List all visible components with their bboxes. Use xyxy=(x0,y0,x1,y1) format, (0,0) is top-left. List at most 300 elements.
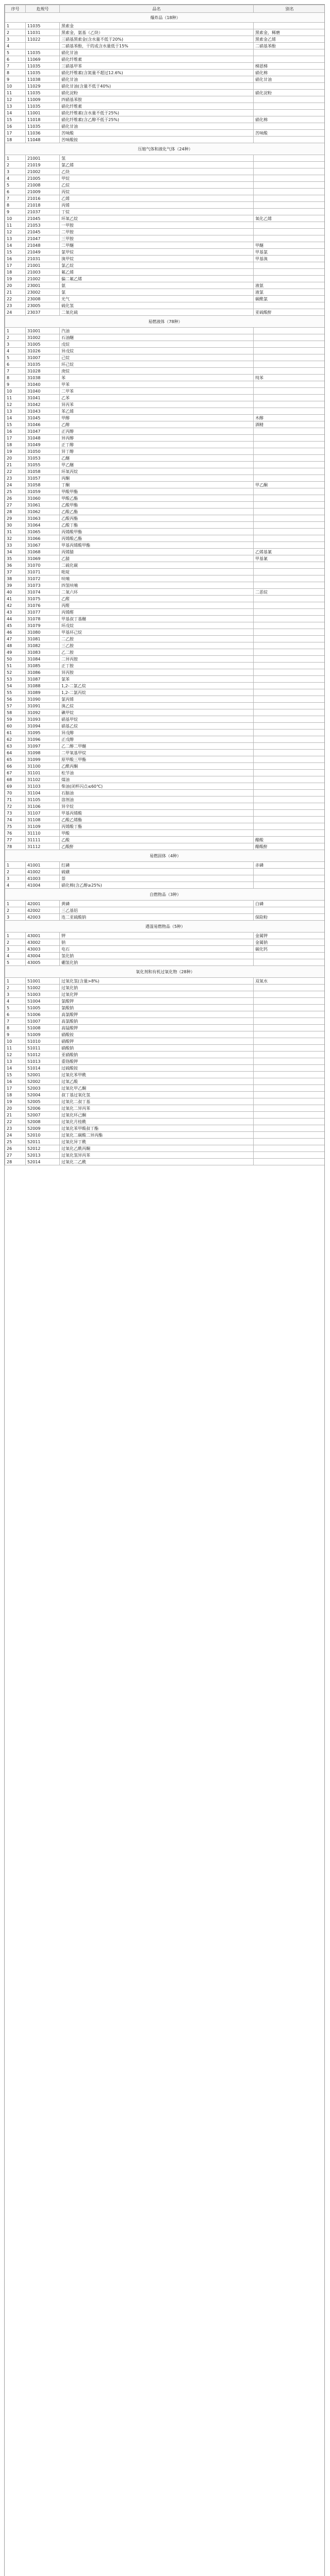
code-cell: 31108 xyxy=(26,817,60,823)
name-cell: 硝基甲烷 xyxy=(60,716,254,723)
code-cell: 31094 xyxy=(26,723,60,730)
alias-cell xyxy=(254,502,325,509)
seq-cell: 5 xyxy=(5,354,26,361)
name-cell: 二乙胺 xyxy=(60,636,254,642)
alias-cell xyxy=(254,609,325,616)
name-cell: 黑索金 xyxy=(60,23,254,29)
alias-cell xyxy=(254,103,325,110)
name-cell: 氢 xyxy=(60,155,254,162)
code-cell: 11036 xyxy=(26,130,60,137)
name-cell: 一甲胺 xyxy=(60,222,254,229)
table-row xyxy=(5,90,325,96)
name-cell: 丙烯酸甲酯 xyxy=(60,529,254,535)
name-cell: 过氧化环己酮 xyxy=(60,1112,254,1118)
code-cell: 31090 xyxy=(26,696,60,703)
alias-cell: 保险粉 xyxy=(254,914,325,921)
code-cell: 51008 xyxy=(26,1025,60,1031)
name-cell: 过氧化钠 xyxy=(60,985,254,991)
table-row xyxy=(5,222,325,229)
table-row xyxy=(5,455,325,462)
code-cell: 42002 xyxy=(26,907,60,914)
name-cell: 乙酸酐 xyxy=(60,843,254,850)
alias-cell xyxy=(254,1072,325,1078)
code-cell: 52004 xyxy=(26,1092,60,1098)
alias-cell xyxy=(254,882,325,889)
alias-cell: 醋酸 xyxy=(254,837,325,843)
alias-cell xyxy=(254,776,325,783)
table-row xyxy=(5,334,325,341)
alias-cell: 甲醚 xyxy=(254,242,325,249)
code-cell: 31101 xyxy=(26,770,60,776)
table-row xyxy=(5,770,325,776)
name-cell: 丙酮 xyxy=(60,475,254,482)
table-row xyxy=(5,202,325,209)
seq-cell: 12 xyxy=(5,401,26,408)
seq-cell: 63 xyxy=(5,743,26,750)
name-cell: 硝化棉(含乙醇≥25%) xyxy=(60,882,254,889)
section-title: 易燃固体（4种） xyxy=(5,850,325,862)
alias-cell xyxy=(254,1065,325,1072)
seq-cell: 30 xyxy=(5,522,26,529)
table-row xyxy=(5,189,325,195)
name-cell: 氯酸钠 xyxy=(60,1005,254,1011)
name-cell: 硝化淀粉 xyxy=(60,90,254,96)
seq-cell: 2 xyxy=(5,985,26,991)
seq-cell: 10 xyxy=(5,388,26,395)
seq-cell: 4 xyxy=(5,175,26,182)
table-row xyxy=(5,1159,325,1165)
table-row xyxy=(5,683,325,689)
alias-cell xyxy=(254,110,325,116)
table-row xyxy=(5,750,325,756)
alias-cell: 白磷 xyxy=(254,901,325,907)
seq-cell: 26 xyxy=(5,495,26,502)
seq-cell: 18 xyxy=(5,1092,26,1098)
seq-cell: 18 xyxy=(5,269,26,276)
table-row xyxy=(5,229,325,235)
table-row xyxy=(5,823,325,830)
code-cell: 31005 xyxy=(26,341,60,348)
table-row xyxy=(5,502,325,509)
name-cell: 乙酸乙酯 xyxy=(60,509,254,515)
seq-cell: 1 xyxy=(5,978,26,985)
alias-cell xyxy=(254,442,325,448)
seq-cell: 9 xyxy=(5,381,26,388)
table-row xyxy=(5,162,325,168)
code-cell: 31075 xyxy=(26,596,60,602)
seq-cell: 8 xyxy=(5,70,26,76)
alias-cell xyxy=(254,175,325,182)
table-row xyxy=(5,341,325,348)
alias-cell xyxy=(254,368,325,375)
seq-cell: 2 xyxy=(5,939,26,946)
name-cell: 硝化纤维素 xyxy=(60,103,254,110)
code-cell: 51011 xyxy=(26,1045,60,1052)
seq-cell: 16 xyxy=(5,256,26,262)
seq-cell: 3 xyxy=(5,914,26,921)
seq-cell: 11 xyxy=(5,90,26,96)
name-cell: 正丁醇 xyxy=(60,442,254,448)
table-row xyxy=(5,953,325,959)
code-cell: 31026 xyxy=(26,348,60,354)
table-row xyxy=(5,435,325,442)
name-cell: 黑索金，氨基（乙炔） xyxy=(60,29,254,36)
table-row xyxy=(5,1125,325,1132)
alias-cell: 黑索金乙烯 xyxy=(254,36,325,43)
alias-cell xyxy=(254,796,325,803)
seq-cell: 44 xyxy=(5,616,26,622)
alias-cell xyxy=(254,669,325,676)
table-row xyxy=(5,282,325,289)
code-cell: 31080 xyxy=(26,629,60,636)
table-row xyxy=(5,642,325,649)
seq-cell: 48 xyxy=(5,642,26,649)
code-cell: 31066 xyxy=(26,535,60,542)
table-row xyxy=(5,776,325,783)
table-row xyxy=(5,946,325,953)
code-cell: 31048 xyxy=(26,435,60,442)
name-cell: 乙酸乙烯酯 xyxy=(60,817,254,823)
code-cell: 51004 xyxy=(26,998,60,1005)
name-cell: 过氧化苯甲酰 xyxy=(60,1072,254,1078)
alias-cell xyxy=(254,354,325,361)
table-row xyxy=(5,235,325,242)
name-cell: 氯丙烯 xyxy=(60,696,254,703)
table-row xyxy=(5,401,325,408)
name-cell: 硝酸铵 xyxy=(60,1031,254,1038)
name-cell: 三乙胺 xyxy=(60,642,254,649)
code-cell: 42001 xyxy=(26,901,60,907)
name-cell: 甲基环己烷 xyxy=(60,629,254,636)
alias-cell xyxy=(254,575,325,582)
seq-cell: 22 xyxy=(5,468,26,475)
code-cell: 31060 xyxy=(26,495,60,502)
table-row xyxy=(5,1092,325,1098)
alias-cell xyxy=(254,155,325,162)
section-title: 遇湿易燃物品（5种） xyxy=(5,921,325,933)
table-row xyxy=(5,1078,325,1085)
alias-cell xyxy=(254,462,325,468)
alias-cell xyxy=(254,709,325,716)
table-row xyxy=(5,596,325,602)
seq-cell: 1 xyxy=(5,933,26,939)
table-row xyxy=(5,36,325,43)
table-row xyxy=(5,276,325,282)
table-row xyxy=(5,1105,325,1112)
alias-cell xyxy=(254,743,325,750)
code-cell: 31106 xyxy=(26,803,60,810)
name-cell: 石脑油 xyxy=(60,790,254,796)
code-cell: 31079 xyxy=(26,622,60,629)
table-row xyxy=(5,736,325,743)
name-cell: 硫化氢 xyxy=(60,302,254,309)
table-row xyxy=(5,23,325,29)
name-cell: 异戊醇 xyxy=(60,730,254,736)
seq-cell: 17 xyxy=(5,1085,26,1092)
alias-cell xyxy=(254,562,325,569)
code-cell: 21001 xyxy=(26,155,60,162)
name-cell: 过氧化甲乙酮 xyxy=(60,1085,254,1092)
seq-cell: 40 xyxy=(5,589,26,596)
table-row xyxy=(5,703,325,709)
seq-cell: 10 xyxy=(5,215,26,222)
table-row xyxy=(5,175,325,182)
code-cell: 51010 xyxy=(26,1038,60,1045)
alias-cell: 双氧水 xyxy=(254,978,325,985)
code-cell: 21031 xyxy=(26,256,60,262)
code-cell: 31059 xyxy=(26,488,60,495)
table-row xyxy=(5,328,325,334)
seq-cell: 8 xyxy=(5,1025,26,1031)
code-cell: 31095 xyxy=(26,730,60,736)
alias-cell xyxy=(254,716,325,723)
seq-cell: 5 xyxy=(5,1005,26,1011)
table-row xyxy=(5,869,325,875)
code-cell: 21019 xyxy=(26,162,60,168)
table-row xyxy=(5,636,325,642)
code-cell: 43003 xyxy=(26,946,60,953)
code-cell: 23005 xyxy=(26,302,60,309)
seq-cell: 8 xyxy=(5,375,26,381)
code-cell: 31103 xyxy=(26,783,60,790)
name-cell: 黄磷 xyxy=(60,901,254,907)
code-cell: 11069 xyxy=(26,56,60,63)
name-cell: 异辛烷 xyxy=(60,803,254,810)
code-cell: 21047 xyxy=(26,235,60,242)
seq-cell: 24 xyxy=(5,482,26,488)
name-cell: 三硝基黑索金(含水量不低于20%) xyxy=(60,36,254,43)
code-cell: 31047 xyxy=(26,428,60,435)
seq-cell: 11 xyxy=(5,1045,26,1052)
code-cell: 31040 xyxy=(26,388,60,395)
header-seq: 序号 xyxy=(5,5,26,13)
table-row xyxy=(5,1025,325,1031)
code-cell: 31043 xyxy=(26,408,60,415)
alias-cell: 液氯 xyxy=(254,289,325,296)
alias-cell xyxy=(254,475,325,482)
code-cell: 31093 xyxy=(26,716,60,723)
name-cell: 硝化纤维素(含乙醇不低于25%) xyxy=(60,116,254,123)
seq-cell: 47 xyxy=(5,636,26,642)
alias-cell xyxy=(254,269,325,276)
name-cell: 丙烯腈 xyxy=(60,549,254,555)
section-title: 自燃物品（3种） xyxy=(5,889,325,901)
alias-cell: 醋酸酐 xyxy=(254,843,325,850)
section-row xyxy=(5,316,325,328)
name-cell: 环氧丙烷 xyxy=(60,468,254,475)
name-cell: 溶剂油 xyxy=(60,796,254,803)
alias-cell xyxy=(254,23,325,29)
code-cell: 21016 xyxy=(26,195,60,202)
table-row xyxy=(5,262,325,269)
seq-cell: 1 xyxy=(5,901,26,907)
code-cell: 31088 xyxy=(26,683,60,689)
alias-cell xyxy=(254,991,325,998)
name-cell: 1,2-二氯乙烷 xyxy=(60,683,254,689)
seq-cell: 20 xyxy=(5,1105,26,1112)
code-cell: 31085 xyxy=(26,663,60,669)
name-cell: 二甲苯 xyxy=(60,388,254,395)
name-cell: 氨 xyxy=(60,282,254,289)
code-cell: 21008 xyxy=(26,182,60,189)
table-row xyxy=(5,959,325,966)
alias-cell: 乙烯基氰 xyxy=(254,549,325,555)
name-cell: 正戊醇 xyxy=(60,736,254,743)
alias-cell xyxy=(254,663,325,669)
table-row xyxy=(5,790,325,796)
section-row xyxy=(5,889,325,901)
code-cell: 11035 xyxy=(26,123,60,130)
name-cell: 丙烯酸丁酯 xyxy=(60,823,254,830)
table-row xyxy=(5,249,325,256)
seq-cell: 56 xyxy=(5,696,26,703)
name-cell: 钠 xyxy=(60,939,254,946)
code-cell: 21002 xyxy=(26,276,60,282)
alias-cell xyxy=(254,1145,325,1152)
table-row xyxy=(5,63,325,70)
name-cell: 氯乙烷 xyxy=(60,262,254,269)
code-cell: 11029 xyxy=(26,83,60,90)
code-cell: 21048 xyxy=(26,242,60,249)
table-row xyxy=(5,29,325,36)
table-row xyxy=(5,555,325,562)
name-cell: 汽油 xyxy=(60,328,254,334)
alias-cell xyxy=(254,302,325,309)
seq-cell: 3 xyxy=(5,341,26,348)
seq-cell: 31 xyxy=(5,529,26,535)
table-row xyxy=(5,882,325,889)
table-row xyxy=(5,830,325,837)
seq-cell: 5 xyxy=(5,49,26,56)
code-cell: 31035 xyxy=(26,361,60,368)
code-cell: 41001 xyxy=(26,862,60,869)
name-cell: 乙酸丁酯 xyxy=(60,522,254,529)
seq-cell: 12 xyxy=(5,1052,26,1058)
code-cell: 31096 xyxy=(26,736,60,743)
table-row xyxy=(5,361,325,368)
seq-cell: 37 xyxy=(5,569,26,575)
alias-cell xyxy=(254,334,325,341)
seq-cell: 6 xyxy=(5,1011,26,1018)
alias-cell: 甲基溴 xyxy=(254,256,325,262)
seq-cell: 3 xyxy=(5,168,26,175)
alias-cell xyxy=(254,262,325,269)
name-cell: 乙炔 xyxy=(60,168,254,175)
name-cell: 庚烷 xyxy=(60,368,254,375)
table-row xyxy=(5,522,325,529)
name-cell: 三乙基铝 xyxy=(60,907,254,914)
code-cell: 41004 xyxy=(26,882,60,889)
code-cell: 31105 xyxy=(26,796,60,803)
name-cell: 硝化甘油 xyxy=(60,49,254,56)
header-code: 危规号 xyxy=(26,5,60,13)
code-cell: 31068 xyxy=(26,549,60,555)
name-cell: 甲乙醚 xyxy=(60,462,254,468)
alias-cell xyxy=(254,803,325,810)
name-cell: 乙烷 xyxy=(60,182,254,189)
code-cell: 21005 xyxy=(26,175,60,182)
alias-cell xyxy=(254,656,325,663)
seq-cell: 21 xyxy=(5,1112,26,1118)
name-cell: 过氧化二异丙苯 xyxy=(60,1105,254,1112)
seq-cell: 36 xyxy=(5,562,26,569)
code-cell: 52013 xyxy=(26,1152,60,1159)
seq-cell: 4 xyxy=(5,882,26,889)
code-cell: 51006 xyxy=(26,1011,60,1018)
seq-cell: 4 xyxy=(5,998,26,1005)
alias-cell xyxy=(254,509,325,515)
name-cell: 苦味酸 xyxy=(60,130,254,137)
alias-cell xyxy=(254,49,325,56)
table-row xyxy=(5,569,325,575)
alias-cell xyxy=(254,455,325,462)
table-row xyxy=(5,862,325,869)
table-row xyxy=(5,462,325,468)
seq-cell: 12 xyxy=(5,229,26,235)
code-cell: 31078 xyxy=(26,616,60,622)
name-cell: 过氧化钾 xyxy=(60,991,254,998)
code-cell xyxy=(26,43,60,49)
seq-cell: 7 xyxy=(5,1018,26,1025)
table-row xyxy=(5,448,325,455)
alias-cell xyxy=(254,361,325,368)
code-cell: 31070 xyxy=(26,562,60,569)
table-row xyxy=(5,76,325,83)
alias-cell xyxy=(254,222,325,229)
code-cell: 43001 xyxy=(26,933,60,939)
alias-cell xyxy=(254,953,325,959)
code-cell: 21001 xyxy=(26,262,60,269)
seq-cell: 2 xyxy=(5,162,26,168)
name-cell: 乙酸 xyxy=(60,837,254,843)
name-cell: 氟乙烯 xyxy=(60,269,254,276)
code-cell: 31098 xyxy=(26,750,60,756)
alias-cell xyxy=(254,83,325,90)
name-cell: 溴乙烷 xyxy=(60,703,254,709)
table-row xyxy=(5,395,325,401)
table-row xyxy=(5,723,325,730)
name-cell: 二氧六环 xyxy=(60,589,254,596)
alias-cell xyxy=(254,998,325,1005)
code-cell: 31100 xyxy=(26,763,60,770)
alias-cell: 甲基氰 xyxy=(254,555,325,562)
seq-cell: 60 xyxy=(5,723,26,730)
name-cell: 甲酸乙酯 xyxy=(60,495,254,502)
table-row xyxy=(5,256,325,262)
table-row xyxy=(5,375,325,381)
seq-cell: 4 xyxy=(5,43,26,49)
alias-cell: 甲乙酮 xyxy=(254,482,325,488)
seq-cell: 15 xyxy=(5,421,26,428)
alias-cell: 金属钾 xyxy=(254,933,325,939)
alias-cell xyxy=(254,1078,325,1085)
name-cell: 二甲氧基甲烷 xyxy=(60,750,254,756)
code-cell: 11035 xyxy=(26,63,60,70)
alias-cell: 二恶烷 xyxy=(254,589,325,596)
table-row xyxy=(5,495,325,502)
name-cell: 溴甲烷 xyxy=(60,256,254,262)
name-cell: 重铬酸钾 xyxy=(60,1058,254,1065)
code-cell: 41003 xyxy=(26,875,60,882)
alias-cell xyxy=(254,629,325,636)
seq-cell: 8 xyxy=(5,202,26,209)
table-row xyxy=(5,803,325,810)
name-cell: 乙醇 xyxy=(60,421,254,428)
code-cell: 21037 xyxy=(26,209,60,215)
seq-cell: 4 xyxy=(5,348,26,354)
name-cell: 硝酸钠 xyxy=(60,1045,254,1052)
table-row xyxy=(5,589,325,596)
